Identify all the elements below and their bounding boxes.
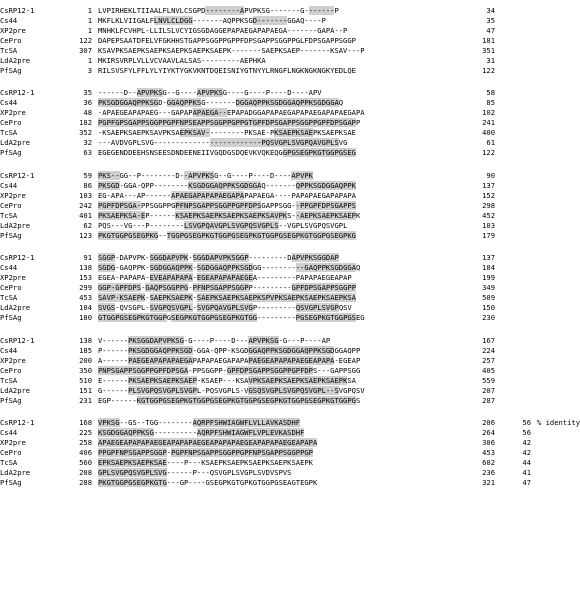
sequence-name: XP2pre	[0, 273, 26, 283]
alignment-block	[0, 418, 580, 488]
percent-identity: 44	[522, 457, 531, 467]
sequence-name: PfSAg	[0, 230, 22, 240]
sequence-residues: G------PLSVGPQSVGPLSVGPL-PQSVGPLS-VGSQSVGPLSVGPQSVGPL--SVGPQSV	[98, 385, 365, 395]
sequence-residues: PGPFGPSGAPPSGGPPGPFNPSEAPPSGGPPGPPGTGPFDPSGAPPSGGPPGPFDPSGAPP	[98, 118, 361, 128]
end-position: 559	[482, 375, 495, 385]
sequence-name: TcSA	[0, 457, 18, 467]
alignment-row	[0, 366, 580, 376]
sequence-residues: PKSGD-GGA-QPP--------KSGDGGAQPPKSGDGGAQ-------QPPKSGDGGAQPPK	[98, 180, 356, 190]
start-position: 350	[79, 365, 92, 375]
alignment-row	[0, 448, 580, 458]
sequence-residues: PQS---VG---P--------LSVGPQAVGPLSVGPQSVGPLS--VGPLSVGPQSVGPL	[98, 220, 348, 230]
start-position: 510	[79, 375, 92, 385]
end-position: 152	[482, 190, 495, 200]
alignment-row	[0, 191, 580, 201]
sequence-name: CsRP12-1	[0, 88, 35, 98]
sequence-name: CePro	[0, 447, 22, 457]
alignment-row	[0, 386, 580, 396]
sequence-name: CePro	[0, 283, 22, 293]
alignment-row	[0, 418, 580, 428]
sequence-residues: EPKSAEPKSAEPKSAE----P---KSAEPKSAEPKSAEPKSAEPKSAEPK	[98, 457, 313, 467]
start-position: 231	[79, 395, 92, 405]
sequence-name: LdA2pre	[0, 467, 31, 477]
sequence-name: CePro	[0, 200, 22, 210]
sequence-name: PfSAg	[0, 477, 22, 487]
end-position: 400	[482, 128, 495, 138]
percent-identity: 56	[522, 427, 531, 437]
end-position: 306	[482, 437, 495, 447]
sequence-residues: SAVP-KSAEPK-SAEPKSAEPK-SAEPKSAEPKSAEPKSPVPKSAEPKSAEPKSAEPKSA	[98, 293, 356, 303]
end-position: 257	[482, 355, 495, 365]
sequence-residues: A------PAEGEAPAPAPAEGAPAPAPAEGAPAPAPAEGEAPAPAPAEGEAPAPA-EGEAP	[98, 355, 361, 365]
alignment-row	[0, 108, 580, 118]
sequence-name: CsRP12-1	[0, 253, 35, 263]
alignment-block	[0, 171, 580, 241]
start-position: 138	[79, 335, 92, 345]
sequence-name: LdA2pre	[0, 138, 31, 148]
sequence-name: Cs44	[0, 345, 18, 355]
alignment-row	[0, 428, 580, 438]
end-position: 167	[482, 335, 495, 345]
sequence-residues: E------PKSAEPKSAEPKSAEP-KSAEP---KSAVPKSAEPKSAEPKSAEPKSAEPKSA	[98, 375, 356, 385]
sequence-residues: GGP-GPFDPS-GAQPSGGPPG-PFNPSGAPPSGGPP---------GPFDPSGAPPSGGPP	[98, 283, 357, 293]
alignment-row	[0, 6, 580, 16]
start-position: 36	[83, 98, 92, 108]
start-position: 123	[79, 230, 92, 240]
sequence-residues: KSAVPKSAEPKSAEPKSAEPKSAEPKSAEPK-------SAEPKSAEP-------KSAV---P	[98, 46, 365, 55]
end-position: 224	[482, 345, 495, 355]
start-position: 208	[79, 467, 92, 477]
start-position: 401	[79, 210, 92, 220]
start-position: 182	[79, 118, 92, 128]
start-position: 258	[79, 437, 92, 447]
start-position: 453	[79, 293, 92, 303]
end-position: 349	[482, 283, 495, 293]
start-position: 299	[79, 283, 92, 293]
end-position: 85	[486, 98, 495, 108]
alignment-row	[0, 138, 580, 148]
start-position: 35	[83, 88, 92, 98]
end-position: 602	[482, 457, 495, 467]
start-position: 3	[87, 66, 92, 75]
sequence-name: CePro	[0, 36, 22, 45]
sequence-residues: GTGGPGSEGPKGTGGPGSEGPKGTGGPGSEGPKGTGG---------PGSEGPKGTGGPGSEG	[98, 313, 365, 323]
sequence-residues: MNHKLFCVHPL-LLILSLVCYIGSGDAGGEPAPAEGAPAPAEGA-------GAPA--P	[98, 26, 348, 35]
end-position: 122	[482, 66, 495, 75]
alignment-row	[0, 128, 580, 138]
sequence-residues: EGP------KGTGGPGSEGPKGTGGPGSEGPKGTGGPGSEGPKGTGGPGSEGPKGTGGPGS	[98, 395, 361, 405]
end-position: 150	[482, 303, 495, 313]
alignment-row	[0, 221, 580, 231]
alignment-row	[0, 231, 580, 241]
alignment-row	[0, 46, 580, 56]
sequence-residues: PKGTGGPGSEGPKG--TGGPGSEGPKGTGGPGSEGPKGTGGPGSEGPKGTGGPGSEGPKG	[98, 230, 356, 240]
sequence-residues: GPLSVGPQSVGPLSVG------P---QSVGPLSVGPLSVDVSPVS	[98, 467, 292, 477]
start-position: 242	[79, 200, 92, 210]
end-position: 35	[486, 16, 495, 25]
start-position: 86	[83, 180, 92, 190]
start-position: 104	[79, 303, 92, 313]
alignment-row	[0, 66, 580, 76]
alignment-row	[0, 458, 580, 468]
alignment-row	[0, 118, 580, 128]
start-position: 180	[79, 313, 92, 323]
sequence-name: PfSAg	[0, 148, 22, 158]
alignment-row	[0, 273, 580, 283]
start-position: 225	[79, 427, 92, 437]
sequence-name: XP2pre	[0, 190, 26, 200]
sequence-residues: LVPIRHEKLTIIAALFLNVLCSGPD--------APVPKSG-------G-------P	[98, 6, 339, 15]
end-position: 179	[482, 230, 495, 240]
start-position: 32	[83, 138, 92, 148]
end-position: 122	[482, 148, 495, 158]
end-position: 103	[482, 220, 495, 230]
alignment-block	[0, 336, 580, 406]
percent-identity: 42	[522, 447, 531, 457]
start-position: 138	[79, 263, 92, 273]
end-position: 321	[482, 477, 495, 487]
start-position: 288	[79, 477, 92, 487]
sequence-name: TcSA	[0, 210, 18, 220]
alignment-row	[0, 171, 580, 181]
sequence-residues: EG-APA---AP------APAEGAPAPAPAEGAPAPAPAEGA----PAPAPAEGAPAPAPA	[98, 190, 356, 200]
start-position: 153	[79, 273, 92, 283]
alignment-row	[0, 181, 580, 191]
sequence-residues: DAPEPSAATDFELVFGKHHSTGAPPSGGPPGPPFDPSGAPPSGGPPGLFDPSGAPPSGGP	[98, 36, 356, 45]
end-position: 58	[486, 88, 495, 98]
start-position: 307	[79, 46, 92, 55]
sequence-name: CsRP12-1	[0, 170, 35, 180]
alignment-row	[0, 56, 580, 66]
sequence-residues: -KSAEPKSAEPKSAVPKSAEPKSAV---------PKSAE-PKSAEPKSAEPKSAEPKSAE	[98, 128, 356, 138]
sequence-name: XP2pre	[0, 437, 26, 447]
end-position: 47	[486, 26, 495, 35]
sequence-residues: MKFLKLVIIGALFLNVLCLDGG-------AQPPKSGD-------GGAQ----P	[98, 16, 326, 25]
start-position: 1	[87, 56, 92, 65]
sequence-name: XP2pre	[0, 26, 26, 35]
sequence-alignment	[0, 6, 580, 500]
sequence-residues: EGEGENDDEEHSNSEESDNDEENEIIVGQDGSDQEVKVQKEQGGPGSEGPKGTGGPGSEG	[98, 148, 356, 158]
sequence-residues: EGEA-PAPAPA-EVEAPAPAPA-EGEAPAPAPAEGEA---------PAPAPAEGEAPAP	[98, 273, 352, 283]
start-position: 1	[87, 26, 92, 35]
alignment-row	[0, 148, 580, 158]
sequence-residues: PKS--GG--P--------D--APVPKSG--G----P----D----APVPK	[98, 170, 313, 180]
sequence-name: CsRP12-1	[0, 6, 35, 15]
sequence-name: TcSA	[0, 46, 18, 55]
end-position: 137	[482, 253, 495, 263]
end-position: 351	[482, 46, 495, 55]
alignment-row	[0, 376, 580, 386]
end-position: 241	[482, 118, 495, 128]
alignment-block	[0, 253, 580, 323]
alignment-row	[0, 36, 580, 46]
alignment-row	[0, 478, 580, 488]
sequence-name: XP2pre	[0, 108, 26, 118]
sequence-name: CsRP12-1	[0, 417, 35, 427]
start-position: 560	[79, 457, 92, 467]
percent-identity: 47	[522, 477, 531, 487]
end-position: 509	[482, 293, 495, 303]
alignment-row	[0, 88, 580, 98]
sequence-residues: VPKSG--GS--TGG--------AQRPFSHWIAGWFLVLLAVKASDHF	[98, 417, 301, 427]
start-position: 91	[83, 253, 92, 263]
sequence-residues: PGPFDPSGA-PPSGGPPGPFNPSGAPPSGGPPGPFDPSGAPPSGG--PPGPFDPSGAPPS	[98, 200, 356, 210]
start-position: 168	[79, 417, 92, 427]
end-position: 184	[482, 263, 495, 273]
alignment-row	[0, 211, 580, 221]
sequence-residues: PKSGDGGAQPPKSGD-GGAQPPKSG-------DGGAQPPKSGDGGAQPPKSGDGGAQ	[98, 98, 344, 108]
sequence-name: LdA2pre	[0, 303, 31, 313]
start-position: 122	[79, 36, 92, 45]
end-position: 137	[482, 180, 495, 190]
sequence-name: Cs44	[0, 16, 18, 25]
alignment-row	[0, 26, 580, 36]
start-position: 63	[83, 148, 92, 158]
end-position: 287	[482, 395, 495, 405]
alignment-row	[0, 396, 580, 406]
sequence-residues: SVGS-QVSGPL-SVGPQSVGPL-SVGPQAVGPLSVGP---------QSVGPLSVGPQSV	[98, 303, 352, 313]
alignment-row	[0, 438, 580, 448]
sequence-name: Cs44	[0, 180, 18, 190]
end-position: 199	[482, 273, 495, 283]
alignment-row	[0, 16, 580, 26]
end-position: 206	[482, 417, 495, 427]
sequence-name: TcSA	[0, 293, 18, 303]
sequence-name: Cs44	[0, 427, 18, 437]
start-position: 1	[87, 16, 92, 25]
alignment-row	[0, 303, 580, 313]
alignment-block	[0, 88, 580, 158]
end-position: 102	[482, 108, 495, 118]
sequence-residues: MKIRSVRPLVLLVCVAAVLALSAS---------AEPHKA	[98, 56, 266, 65]
start-position: 103	[79, 190, 92, 200]
percent-identity: 56	[522, 417, 531, 427]
alignment-row	[0, 346, 580, 356]
alignment-row	[0, 263, 580, 273]
alignment-row	[0, 313, 580, 323]
end-position: 236	[482, 467, 495, 477]
start-position: 406	[79, 447, 92, 457]
end-position: 405	[482, 365, 495, 375]
end-position: 31	[486, 56, 495, 65]
end-position: 61	[486, 138, 495, 148]
end-position: 298	[482, 200, 495, 210]
percent-identity: 41	[522, 467, 531, 477]
alignment-row	[0, 468, 580, 478]
sequence-residues: PKSAEPKSA-EP------KSAEPKSAEPKSAEPKSAEPKSAVPKS--AEPKSAEPKSAEPK	[98, 210, 361, 220]
start-position: 200	[79, 355, 92, 365]
alignment-row	[0, 356, 580, 366]
sequence-name: PfSAg	[0, 66, 22, 75]
sequence-residues: PKGTGGPGSEGPKGTG---GP----GSEGPKGTGPKGTGGPGSEAGTEGPK	[98, 477, 318, 487]
alignment-row	[0, 98, 580, 108]
sequence-name: Cs44	[0, 263, 18, 273]
sequence-residues: V------PKSGGDAPVPKSG-G----P----D---APVPKSG-G---P----AP	[98, 335, 331, 345]
sequence-name: TcSA	[0, 375, 18, 385]
sequence-residues: SGDG-GAQPPK-SGDGGAQPPK-SGDGGAQPPKSGDGG----------GAQPPKSGDGGAQ	[98, 263, 361, 273]
percent-identity: 42	[522, 437, 531, 447]
alignment-row	[0, 201, 580, 211]
end-position: 264	[482, 427, 495, 437]
end-position: 453	[482, 447, 495, 457]
sequence-name: LdA2pre	[0, 220, 31, 230]
sequence-name: TcSA	[0, 128, 18, 138]
end-position: 230	[482, 313, 495, 323]
sequence-name: Cs44	[0, 98, 18, 108]
start-position: 62	[83, 220, 92, 230]
alignment-row	[0, 336, 580, 346]
sequence-residues: APAEGEAPAPAPAEGEAPAPAPAEGEAPAPAPAEGEAPAPAPAEGEAPAPA	[98, 437, 318, 447]
sequence-name: PfSAg	[0, 313, 22, 323]
sequence-residues: -APAEGEAPAPAEG---GAPAPAPAEGA--EPAPADGGAPAPAEGAPAPAEGAPAPAEGAPA	[98, 108, 365, 118]
end-position: 207	[482, 385, 495, 395]
sequence-residues: P------PKSGDGGAQPPKSGD-GGA-QPP-KSGDGGAQPPKSGDGGAQPPKSGDGGAQPP	[98, 345, 361, 355]
start-position: 151	[79, 385, 92, 395]
alignment-row	[0, 253, 580, 263]
sequence-name: CePro	[0, 118, 22, 128]
sequence-name: CsRP12-1	[0, 335, 35, 345]
end-position: 34	[486, 6, 495, 15]
start-position: 1	[87, 6, 92, 15]
alignment-row	[0, 283, 580, 293]
sequence-residues: ---AVDVGPLSVG-------------------------PQSVGPLSVGPQAVGPLSVG	[98, 138, 348, 148]
sequence-name: XP2pre	[0, 355, 26, 365]
sequence-residues: KSGDGGAQPPKSG----------AQRPFSHWIAGWFLVPLEVKASDHF	[98, 427, 305, 437]
sequence-residues: SGGP-DAPVPK-SGGDAPVPK-SGGDAPVPKSGGP---------DAPVPKSGGDAP	[98, 253, 339, 263]
alignment-block	[0, 6, 580, 76]
end-position: 181	[482, 36, 495, 45]
end-position: 452	[482, 210, 495, 220]
sequence-name: LdA2pre	[0, 385, 31, 395]
alignment-row	[0, 293, 580, 303]
start-position: 59	[83, 170, 92, 180]
start-position: 48	[83, 108, 92, 118]
sequence-residues: ------D--APVPKSG--G----APVPKSG----G----P----D----APV	[98, 88, 322, 98]
sequence-name: CePro	[0, 365, 22, 375]
identity-header: % identity	[537, 417, 580, 427]
sequence-residues: RILSVSFYLFFLYLYIYKTYGKVKNTDQEISNIYGTNYYLRNGFLNGKNGKNGKYEDLQE	[98, 66, 356, 75]
sequence-name: PfSAg	[0, 395, 22, 405]
sequence-residues: PPGPFNPSGAPPSGGP-PGPFNPSGAPPSGGPPGPFNPSGAPPSGGPPGP	[98, 447, 313, 457]
start-position: 185	[79, 345, 92, 355]
end-position: 90	[486, 170, 495, 180]
sequence-name: LdA2pre	[0, 56, 31, 65]
sequence-residues: PNPSGAPPSGGPPGPFDPSGA-PPSGGPP-GPFDPSGAPPSGGPPGPFDPS---GAPPSGG	[98, 365, 361, 375]
start-position: 352	[79, 128, 92, 138]
